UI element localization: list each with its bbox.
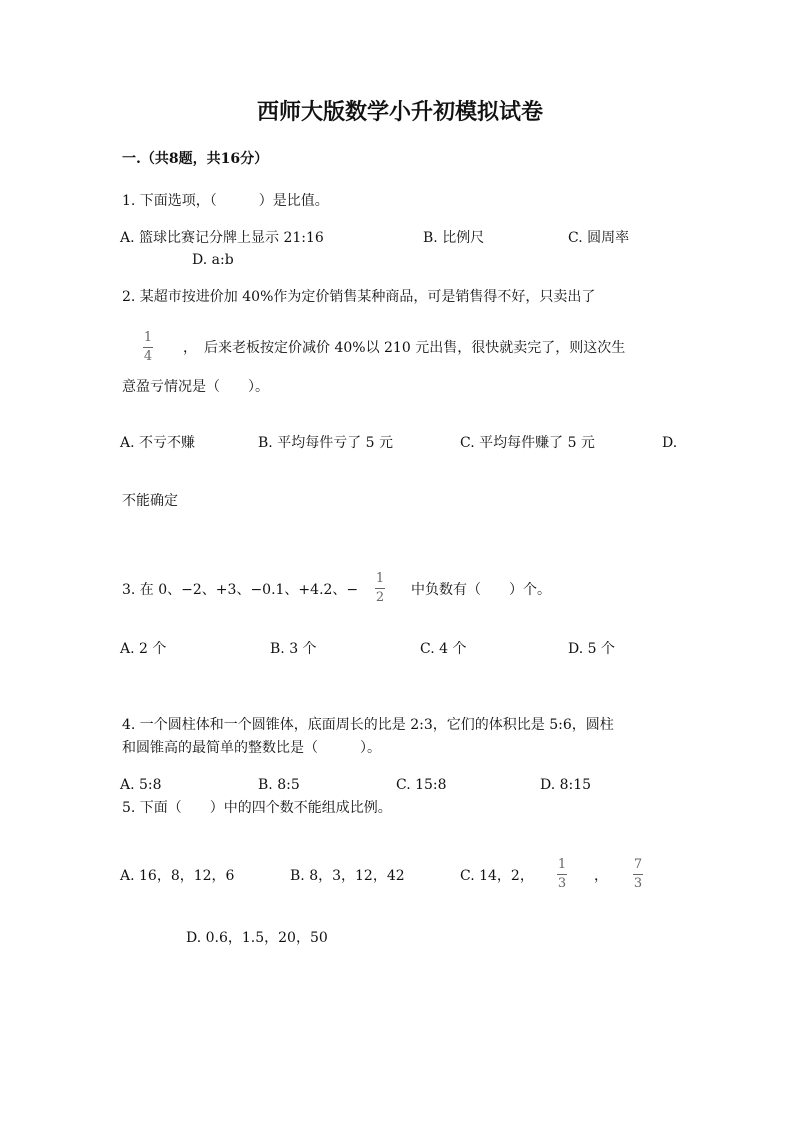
q1-option-d[interactable]: D. a:b <box>192 252 234 268</box>
q5-option-a[interactable]: A. 16，8，12，6 <box>120 868 235 884</box>
q5-separator: ， <box>594 868 608 884</box>
q3-fraction-denominator: 2 <box>375 590 385 605</box>
q5-fraction-2 <box>633 858 643 891</box>
q5-stem: 5. 下面（ ）中的四个数不能组成比例。 <box>122 800 392 816</box>
q5-option-b[interactable]: B. 8，3，12，42 <box>290 868 405 884</box>
q5-option-c[interactable]: C. 14，2， <box>460 868 534 884</box>
q5-fraction-1-denominator: 3 <box>557 876 567 891</box>
q5-fraction-1-numerator: 1 <box>557 857 567 872</box>
page-title: 西师大版数学小升初模拟试卷 <box>256 99 543 125</box>
q2-fraction-numerator: 1 <box>143 330 153 345</box>
q3-option-b[interactable]: B. 3 个 <box>270 641 317 657</box>
q5-fraction-2-denominator: 3 <box>633 876 643 891</box>
q5-fraction-1 <box>557 858 567 891</box>
fraction-bar <box>633 874 643 875</box>
q3-fraction-numerator: 1 <box>375 571 385 586</box>
section-heading: 一.（共8题，共16分） <box>122 151 269 167</box>
q3-option-d[interactable]: D. 5 个 <box>568 641 615 657</box>
q2-stem-line2: ， 后来老板按定价减价 40%以 210 元出售，很快就卖完了，则这次生 <box>183 340 626 356</box>
q5-fraction-2-numerator: 7 <box>633 857 643 872</box>
q5-option-d[interactable]: D. 0.6，1.5，20，50 <box>186 930 328 946</box>
fraction-bar <box>143 347 153 348</box>
q4-option-a[interactable]: A. 5:8 <box>120 777 162 793</box>
q2-option-a[interactable]: A. 不亏不赚 <box>120 435 196 451</box>
q3-stem-start: 3. 在 0、−2、+3、−0.1、+4.2、− <box>122 582 359 598</box>
q2-fraction <box>143 331 153 364</box>
q2-option-c[interactable]: C. 平均每件赚了 5 元 <box>460 435 595 451</box>
q2-option-d-text: 不能确定 <box>122 493 178 509</box>
q2-stem-line3: 意盈亏情况是（ ）。 <box>122 379 269 395</box>
q4-option-c[interactable]: C. 15:8 <box>396 777 447 793</box>
q4-stem-line2: 和圆锥高的最简单的整数比是（ ）。 <box>122 740 381 756</box>
q4-option-b[interactable]: B. 8:5 <box>258 777 300 793</box>
q1-option-c[interactable]: C. 圆周率 <box>568 230 630 246</box>
q1-option-a[interactable]: A. 篮球比赛记分牌上显示 21:16 <box>120 230 324 246</box>
fraction-bar <box>375 588 385 589</box>
q3-option-a[interactable]: A. 2 个 <box>120 641 167 657</box>
q3-fraction <box>375 572 385 605</box>
q2-option-b[interactable]: B. 平均每件亏了 5 元 <box>258 435 393 451</box>
fraction-bar <box>557 874 567 875</box>
q2-stem-line1: 2. 某超市按进价加 40%作为定价销售某种商品，可是销售得不好，只卖出了 <box>122 289 596 305</box>
q2-option-d[interactable]: D. <box>662 435 678 451</box>
q2-fraction-denominator: 4 <box>143 349 153 364</box>
q3-stem-end: 中负数有（ ）个。 <box>411 582 551 598</box>
q1-option-b[interactable]: B. 比例尺 <box>423 230 485 246</box>
q1-stem: 1. 下面选项，（ ）是比值。 <box>122 193 329 209</box>
q4-option-d[interactable]: D. 8:15 <box>540 777 592 793</box>
q3-option-c[interactable]: C. 4 个 <box>420 641 467 657</box>
q4-stem-line1: 4. 一个圆柱体和一个圆锥体，底面周长的比是 2:3，它们的体积比是 5:6，圆柱 <box>122 717 614 733</box>
